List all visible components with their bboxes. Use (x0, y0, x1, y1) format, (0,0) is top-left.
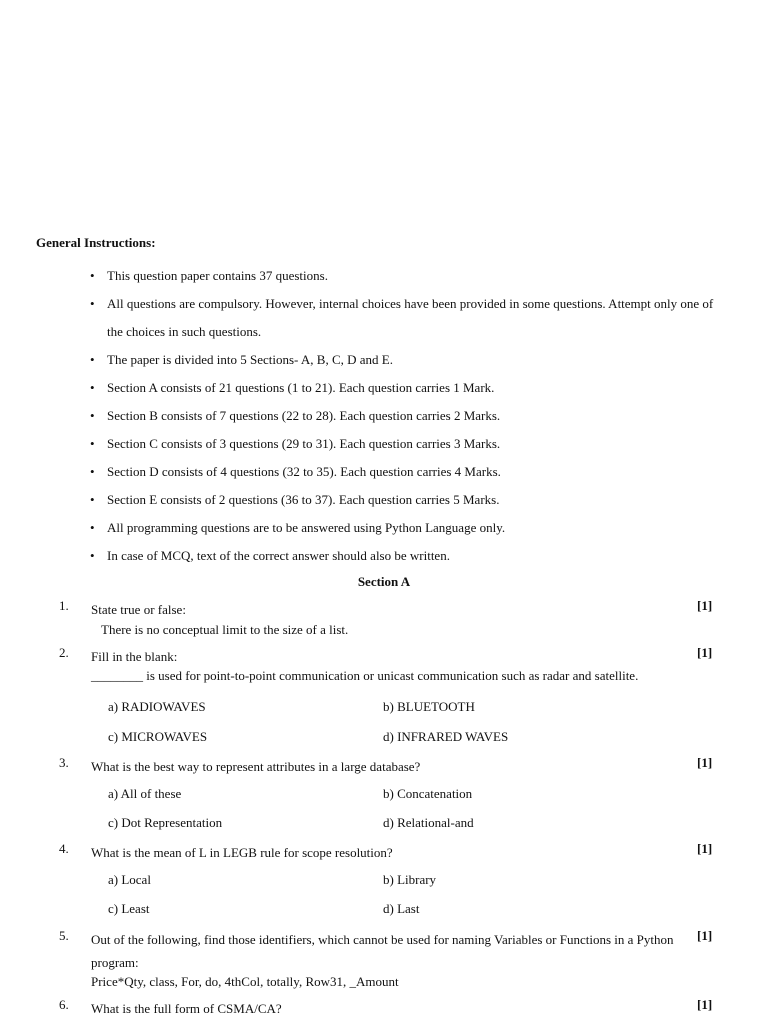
question-marks: [1] (697, 841, 713, 856)
question-text: Fill in the blank: (91, 649, 178, 664)
bullet-icon: • (90, 548, 95, 563)
question-marks: [1] (697, 928, 713, 943)
option-a: a) Local (108, 872, 151, 887)
option-b: b) Library (383, 872, 437, 887)
bullet-icon: • (90, 296, 95, 311)
bullet-icon: • (90, 380, 95, 395)
question-number: 1. (59, 598, 69, 613)
instruction-item: • Section C consists of 3 questions (29 to 31). Each question carries 3 Marks. (0, 430, 768, 458)
option-c: c) Dot Representation (108, 815, 223, 830)
question-number: 3. (59, 755, 69, 770)
question-text: What is the full form of CSMA/CA? (91, 1001, 282, 1016)
option-c: c) MICROWAVES (108, 729, 208, 744)
instruction-item: • This question paper contains 37 questions. (0, 262, 768, 290)
instruction-item: • In case of MCQ, text of the correct answer should also be written. (0, 542, 768, 570)
instruction-item: • Section B consists of 7 questions (22 to 28). Each question carries 2 Marks. (0, 402, 768, 430)
option-a: a) RADIOWAVES (108, 699, 206, 714)
question-marks: [1] (697, 598, 713, 613)
question-text: What is the mean of L in LEGB rule for scope resolution? (91, 845, 393, 860)
general-instructions-title: General Instructions: (36, 235, 156, 250)
bullet-icon: • (90, 268, 95, 283)
instruction-item: • Section A consists of 21 questions (1 to 21). Each question carries 1 Mark. (0, 374, 768, 402)
question-marks: [1] (697, 755, 713, 770)
bullet-icon: • (90, 492, 95, 507)
bullet-icon: • (90, 520, 95, 535)
question-number: 6. (59, 997, 69, 1012)
instruction-item: • All programming questions are to be answered using Python Language only. (0, 514, 768, 542)
instructions-list (0, 262, 768, 570)
question-marks: [1] (697, 997, 713, 1012)
bullet-icon: • (90, 436, 95, 451)
option-d: d) Last (383, 901, 420, 916)
question-marks: [1] (697, 645, 713, 660)
instruction-item: • The paper is divided into 5 Sections- A, B, C, D and E. (0, 346, 768, 374)
option-d: d) Relational-and (383, 815, 474, 830)
bullet-icon: • (90, 408, 95, 423)
question-statement: ________ is used for point-to-point communication or unicast communication such as radar and satellite. (91, 668, 639, 683)
bullet-icon: • (90, 352, 95, 367)
option-c: c) Least (108, 901, 150, 916)
question-number: 5. (59, 928, 69, 943)
option-d: d) INFRARED WAVES (383, 729, 509, 744)
question-text: Out of the following, find those identifiers, which cannot be used for naming Variables or Functions in a Python program: (91, 932, 674, 970)
question-text: State true or false: (91, 602, 186, 617)
section-a-title: Section A (357, 574, 411, 589)
instruction-item: • Section D consists of 4 questions (32 to 35). Each question carries 4 Marks. (0, 458, 768, 486)
option-a: a) All of these (108, 786, 182, 801)
instruction-item: • Section E consists of 2 questions (36 to 37). Each question carries 5 Marks. (0, 486, 768, 514)
question-statement: Price*Qty, class, For, do, 4thCol, totally, Row31, _Amount (91, 974, 399, 989)
question-statement: There is no conceptual limit to the size of a list. (101, 622, 349, 637)
question-text: What is the best way to represent attributes in a large database? (91, 759, 421, 774)
bullet-icon: • (90, 464, 95, 479)
question-number: 2. (59, 645, 69, 660)
option-b: b) BLUETOOTH (383, 699, 475, 714)
question-number: 4. (59, 841, 69, 856)
instruction-item: • All questions are compulsory. However, internal choices have been provided in some questions. Attempt only one of the choices in such questions. (0, 290, 768, 346)
option-b: b) Concatenation (383, 786, 473, 801)
